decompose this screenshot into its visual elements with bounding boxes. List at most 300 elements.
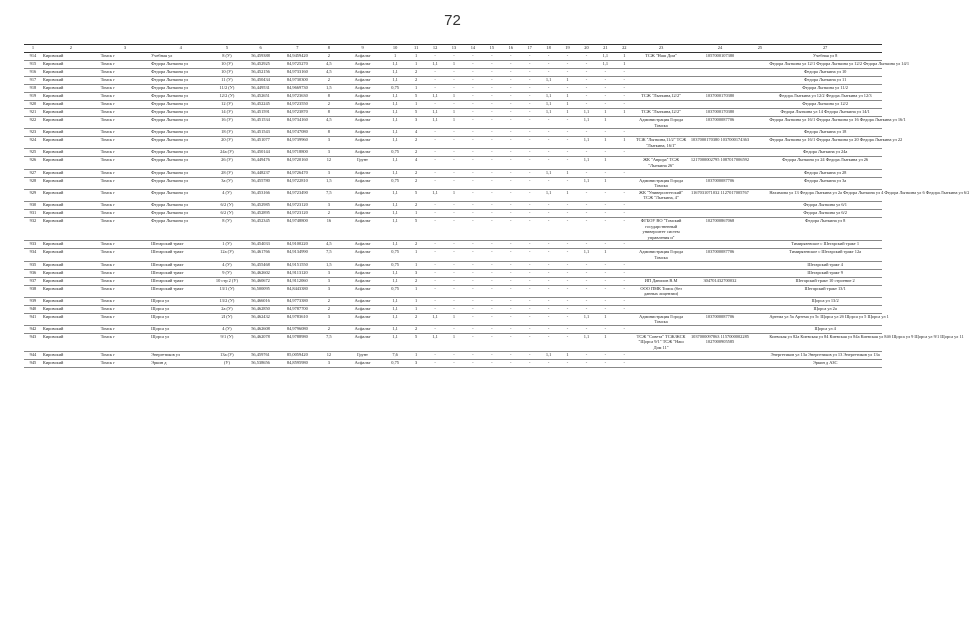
table-cell: - [463, 277, 482, 285]
table-cell: - [501, 69, 520, 77]
table-cell [752, 169, 769, 177]
table-cell: Кировский [42, 217, 100, 240]
table-cell: 1,1 [384, 201, 407, 209]
table-cell: - [558, 137, 577, 149]
table-cell: 915 [24, 61, 42, 69]
table-cell: 1,1 [577, 109, 596, 117]
table-cell: Федора Лыткина ул [150, 177, 211, 189]
table-cell: Кировский [42, 53, 100, 61]
table-cell: 56,450434 [243, 77, 279, 85]
table-cell: - [445, 157, 464, 169]
table-cell: Федора Лыткина ул [150, 77, 211, 85]
table-cell: - [596, 297, 615, 305]
table-cell: 1,1 [426, 109, 445, 117]
table-cell: 937 [24, 277, 42, 285]
table-cell: Шегарский тракт 10 строение 2 [768, 277, 882, 285]
table-cell: 84,9718800 [278, 149, 316, 157]
table-cell [752, 177, 769, 189]
table-cell: - [558, 117, 577, 129]
table-row [24, 241, 882, 249]
table-cell: - [558, 53, 577, 61]
table-cell: ТСЖ "Совета" ТСЖ/ЖСК "Щорса 9/1" ТСЖ "Наш Дом 11" [634, 333, 689, 351]
table-cell: Шегарский тракт 4 [768, 261, 882, 269]
table-cell: Федора Лыткина ул 12/2 [768, 101, 882, 109]
table-row [24, 93, 882, 101]
table-cell [752, 93, 769, 101]
table-cell: - [558, 297, 577, 305]
table-cell: Томск г [100, 217, 150, 240]
table-cell: - [482, 277, 501, 285]
table-cell [688, 85, 751, 93]
table-cell: Федора Лыткина ул [150, 189, 211, 201]
table-cell [688, 209, 751, 217]
table-cell: - [482, 269, 501, 277]
table-cell: ТСЖ "Лыткина,12/2" [634, 109, 689, 117]
table-cell: 8 [316, 129, 341, 137]
table-cell: - [426, 69, 445, 77]
table-cell: 56,455780 [243, 177, 279, 189]
table-cell: 84,9723630 [278, 93, 316, 101]
table-cell: Учебная ул [150, 53, 211, 61]
table-cell: 918 [24, 85, 42, 93]
table-cell: - [445, 305, 464, 313]
table-cell: - [577, 85, 596, 93]
table-cell: - [482, 241, 501, 249]
table-cell: - [426, 157, 445, 169]
table-cell: Федора Лыткина ул [150, 101, 211, 109]
table-cell: Томск г [100, 93, 150, 101]
table-row [24, 149, 882, 157]
table-cell: 5 [407, 189, 426, 201]
table-cell: 1,1 [539, 169, 558, 177]
table-cell: 7,6 [384, 351, 407, 359]
table-cell: 1037000087706 [688, 313, 751, 325]
table-cell: 10 стр 2 (У) [211, 277, 243, 285]
table-cell: ЖК "Аврора" ТСЖ "Лыткина 26" [634, 157, 689, 169]
table-cell: Кировский [42, 269, 100, 277]
table-cell: - [520, 69, 539, 77]
table-cell: 1,1 [384, 269, 407, 277]
table-cell [752, 277, 769, 285]
table-cell: - [445, 285, 464, 297]
table-cell: Асфальт [342, 325, 384, 333]
table-cell: - [463, 177, 482, 189]
table-cell: - [596, 277, 615, 285]
table-cell: Томск г [100, 117, 150, 129]
table-cell: - [539, 177, 558, 189]
table-row [24, 217, 882, 240]
table-cell: 56,451077 [243, 137, 279, 149]
table-cell: - [558, 201, 577, 209]
register-table-wrapper [24, 44, 969, 368]
table-cell: Щорса ул [150, 325, 211, 333]
table-cell: 1,1 [384, 277, 407, 285]
table-cell: 3 [407, 269, 426, 277]
table-cell [752, 201, 769, 209]
table-cell: Кировский [42, 177, 100, 189]
table-cell: - [501, 85, 520, 93]
table-cell: - [596, 285, 615, 297]
table-cell: 921 [24, 109, 42, 117]
table-cell: - [577, 285, 596, 297]
table-cell: 914 [24, 53, 42, 61]
table-cell: Асфальт [342, 217, 384, 240]
table-cell: Асфальт [342, 149, 384, 157]
table-row [24, 101, 882, 109]
table-cell: 1,1 [384, 333, 407, 351]
table-cell [615, 313, 634, 325]
table-cell: - [445, 217, 464, 240]
table-cell: Кировский [42, 137, 100, 149]
table-cell: 56,462608 [243, 325, 279, 333]
table-cell: 10 (У) [211, 69, 243, 77]
table-cell: - [596, 325, 615, 333]
table-cell [634, 269, 689, 277]
table-cell [615, 117, 634, 129]
table-cell: Кировский [42, 129, 100, 137]
table-cell: 936 [24, 269, 42, 277]
table-cell: - [539, 249, 558, 261]
table-cell: Кировский [42, 297, 100, 305]
table-cell: - [615, 217, 634, 240]
table-row [24, 61, 882, 69]
table-cell: - [539, 85, 558, 93]
table-cell: 56,452156 [243, 69, 279, 77]
table-cell: - [482, 129, 501, 137]
table-cell: - [577, 261, 596, 269]
table-cell: 84,9723120 [278, 201, 316, 209]
table-cell: Администрация Города Томска [634, 177, 689, 189]
table-cell: - [520, 249, 539, 261]
table-cell: 1,1 [539, 351, 558, 359]
table-cell: - [615, 149, 634, 157]
table-cell: Асфальт [342, 261, 384, 269]
table-cell: - [615, 297, 634, 305]
column-header: 6 [243, 45, 279, 53]
table-cell: - [577, 351, 596, 359]
table-cell: Федора Лыткина ул [150, 217, 211, 240]
table-cell: - [520, 61, 539, 69]
table-cell: - [615, 285, 634, 297]
table-cell: - [596, 217, 615, 240]
table-cell: 1037000097863 1157000002285 1027000905585 [688, 333, 751, 351]
table-cell: - [482, 333, 501, 351]
table-cell: 1,1 [384, 93, 407, 101]
table-cell: - [539, 269, 558, 277]
table-cell: 3a (У) [211, 177, 243, 189]
table-cell: 924 [24, 137, 42, 149]
table-cell: - [596, 93, 615, 101]
table-cell: - [463, 61, 482, 69]
table-cell: - [558, 261, 577, 269]
table-cell: 56,451591 [243, 109, 279, 117]
table-cell: 1037000087706 [688, 249, 751, 261]
table-cell: Асфальт [342, 333, 384, 351]
table-cell: - [463, 157, 482, 169]
table-cell: Энергетиков ул 13a Энергетиков ул 13 Энергетиков ул 13a [768, 351, 882, 359]
table-cell: - [463, 305, 482, 313]
table-cell: 917 [24, 77, 42, 85]
table-cell: - [501, 269, 520, 277]
table-cell: 945 [24, 359, 42, 367]
table-cell: - [596, 77, 615, 85]
table-cell: 1,1 [539, 189, 558, 201]
table-cell: Кировский [42, 313, 100, 325]
table-cell: - [463, 129, 482, 137]
table-cell: 7,5 [316, 333, 341, 351]
table-cell: Кировский [42, 93, 100, 101]
table-cell: Щорса ул [150, 305, 211, 313]
table-cell: 84,9796080 [278, 325, 316, 333]
table-cell: - [463, 93, 482, 101]
table-cell: 1,1 [384, 137, 407, 149]
table-cell: - [539, 277, 558, 285]
table-cell: - [482, 117, 501, 129]
table-cell: - [463, 325, 482, 333]
table-cell: 1 [407, 261, 426, 269]
table-cell: 1037000170380 [688, 109, 751, 117]
table-cell: 2 [407, 313, 426, 325]
column-header: 20 [577, 45, 596, 53]
table-cell: 12 [316, 351, 341, 359]
table-cell: - [482, 53, 501, 61]
table-cell: - [445, 261, 464, 269]
table-cell: 938 [24, 285, 42, 297]
table-cell: 1 [558, 109, 577, 117]
column-header: 22 [615, 45, 634, 53]
table-cell: 84,9788980 [278, 333, 316, 351]
table-cell [688, 305, 751, 313]
table-cell: 304701432700032 [688, 277, 751, 285]
table-cell: 84,9722810 [278, 177, 316, 189]
table-cell: Асфальт [342, 101, 384, 109]
table-cell: - [445, 351, 464, 359]
table-cell: - [482, 209, 501, 217]
table-cell: Томск г [100, 269, 150, 277]
table-cell: 56,452895 [243, 209, 279, 217]
table-cell: Федора Лыткина ул [150, 209, 211, 217]
table-cell: - [577, 61, 596, 69]
table-row [24, 189, 882, 201]
table-cell: Тимирязевское с Шегарский тракт 1 [768, 241, 882, 249]
table-cell: - [426, 241, 445, 249]
table-cell: - [463, 149, 482, 157]
table-cell: - [615, 77, 634, 85]
table-cell: 11 (У) [211, 77, 243, 85]
table-cell [752, 269, 769, 277]
table-cell: 5 [407, 109, 426, 117]
table-cell: 84,9113120 [278, 269, 316, 277]
table-cell: - [520, 313, 539, 325]
table-cell: - [501, 285, 520, 297]
table-cell: - [558, 313, 577, 325]
table-cell: 56,455468 [243, 261, 279, 269]
table-cell: - [558, 217, 577, 240]
table-cell: - [577, 101, 596, 109]
table-cell: 1 [596, 157, 615, 169]
table-cell: 2I (У) [211, 313, 243, 325]
table-cell: - [501, 241, 520, 249]
table-cell: Томск г [100, 149, 150, 157]
column-header: 21 [596, 45, 615, 53]
table-cell [634, 169, 689, 177]
table-cell: 1,1 [384, 189, 407, 201]
table-cell: 4 [407, 157, 426, 169]
table-cell: - [463, 85, 482, 93]
table-cell: 1,1 [384, 241, 407, 249]
table-cell: 56,459388 [243, 53, 279, 61]
table-cell: - [501, 117, 520, 129]
table-cell: 1,1 [384, 101, 407, 109]
column-header: 14 [463, 45, 482, 53]
table-cell [634, 305, 689, 313]
table-cell: - [426, 77, 445, 85]
table-cell [752, 157, 769, 169]
table-cell: 4 (У) [211, 325, 243, 333]
table-cell: - [520, 53, 539, 61]
table-cell: - [558, 285, 577, 297]
table-cell: Асфальт [342, 169, 384, 177]
table-cell [752, 109, 769, 117]
table-cell: - [445, 169, 464, 177]
table-cell: Федора Лыткина ул 16/1 Федора Лыткина ул 20 Федора Лыткина ул 22 [768, 137, 882, 149]
table-cell: 56,461766 [243, 249, 279, 261]
table-cell: - [539, 137, 558, 149]
table-cell: 927 [24, 169, 42, 177]
table-cell: 56,538656 [243, 359, 279, 367]
table-cell: - [426, 137, 445, 149]
header-row [24, 45, 882, 53]
table-cell: 922 [24, 117, 42, 129]
table-row [24, 297, 882, 305]
table-cell: Щорса ул [150, 333, 211, 351]
table-cell: 1037000170380 1037000174363 [688, 137, 751, 149]
table-cell: Асфальт [342, 117, 384, 129]
table-cell: Федора Лыткина ул [150, 69, 211, 77]
table-cell: 84,9783610 [278, 313, 316, 325]
table-cell: 20 (У) [211, 137, 243, 149]
table-cell: 8 (У) [211, 53, 243, 61]
table-cell: - [501, 189, 520, 201]
table-cell: - [596, 351, 615, 359]
table-cell: 1 [445, 333, 464, 351]
table-cell [752, 325, 769, 333]
table-cell: 1,1 [596, 61, 615, 69]
table-cell: - [426, 269, 445, 277]
table-cell: 3 [407, 117, 426, 129]
table-cell: 4 [407, 129, 426, 137]
table-cell: 1,1 [577, 117, 596, 129]
table-cell: - [520, 351, 539, 359]
table-row [24, 305, 882, 313]
page-number: 72 [444, 12, 461, 29]
table-cell: Томск г [100, 177, 150, 189]
table-cell: Асфальт [342, 53, 384, 61]
table-cell: Томск г [100, 109, 150, 117]
table-cell: Федора Лыткина ул 12/1 Федора Лыткина ул 12/2 Федора Лыткина ул 14/1 [768, 61, 882, 69]
table-cell: Томск г [100, 169, 150, 177]
table-cell: - [426, 261, 445, 269]
table-cell: Кировский [42, 77, 100, 85]
table-cell: - [558, 69, 577, 77]
table-row [24, 201, 882, 209]
table-cell: Федора Лыткина ул [150, 137, 211, 149]
table-cell: 1037000087706 [688, 117, 751, 129]
table-cell: 56,449476 [243, 157, 279, 169]
table-cell: Щорса ул [150, 313, 211, 325]
column-header: 10 [384, 45, 407, 53]
table-cell: - [501, 101, 520, 109]
register-table [24, 44, 969, 368]
table-cell: Учебная ул 8 [768, 53, 882, 61]
table-cell: 925 [24, 149, 42, 157]
table-cell: - [463, 101, 482, 109]
table-cell: 1,1 [384, 169, 407, 177]
table-cell: Кировский [42, 101, 100, 109]
table-cell: - [615, 189, 634, 201]
table-cell: - [482, 77, 501, 85]
table-cell: 84,9112060 [278, 277, 316, 285]
table-cell: - [482, 217, 501, 240]
table-cell: Томск г [100, 85, 150, 93]
table-cell: 1 [407, 209, 426, 217]
table-cell: - [501, 53, 520, 61]
table-cell: 1167031071032 1127017005767 [688, 189, 751, 201]
table-cell: 1037000087706 [688, 177, 751, 189]
table-cell: - [426, 351, 445, 359]
table-cell: - [501, 277, 520, 285]
table-cell: Томск г [100, 69, 150, 77]
table-cell: 0,75 [384, 177, 407, 189]
table-cell: - [577, 93, 596, 101]
table-cell: 2 [407, 277, 426, 285]
table-cell: 5 [407, 93, 426, 101]
table-cell [688, 201, 751, 209]
table-cell: 10 (У) [211, 61, 243, 69]
table-cell: 1,1 [539, 93, 558, 101]
table-cell: - [501, 217, 520, 240]
table-cell: Томск г [100, 137, 150, 149]
table-cell: - [520, 129, 539, 137]
table-cell: 84,9151550 [278, 261, 316, 269]
table-cell: Федора Лыткина ул 3a [768, 177, 882, 189]
table-cell: - [426, 177, 445, 189]
table-cell: - [558, 209, 577, 217]
table-cell [688, 169, 751, 177]
table-cell: - [577, 189, 596, 201]
table-cell: 9 (У) [211, 269, 243, 277]
table-cell: Томск г [100, 351, 150, 359]
table-cell: Асфальт [342, 249, 384, 261]
table-cell: - [426, 129, 445, 137]
table-cell: Шегарский тракт 9 [768, 269, 882, 277]
table-cell: - [539, 201, 558, 209]
table-cell: 1,1 [539, 101, 558, 109]
table-cell: 920 [24, 101, 42, 109]
table-cell [634, 241, 689, 249]
table-cell: Шегарский тракт [150, 261, 211, 269]
table-cell: Федора Лыткина ул 12/2 Федора Лыткина ул 12/3 [768, 93, 882, 101]
table-cell: 56,462078 [243, 333, 279, 351]
table-cell [634, 69, 689, 77]
column-header: 3 [100, 45, 150, 53]
table-cell: Администрация Города Томска [634, 117, 689, 129]
table-cell: Асфальт [342, 359, 384, 367]
table-cell: - [501, 137, 520, 149]
table-cell [688, 61, 751, 69]
table-cell: 7,5 [316, 189, 341, 201]
table-cell: - [463, 241, 482, 249]
